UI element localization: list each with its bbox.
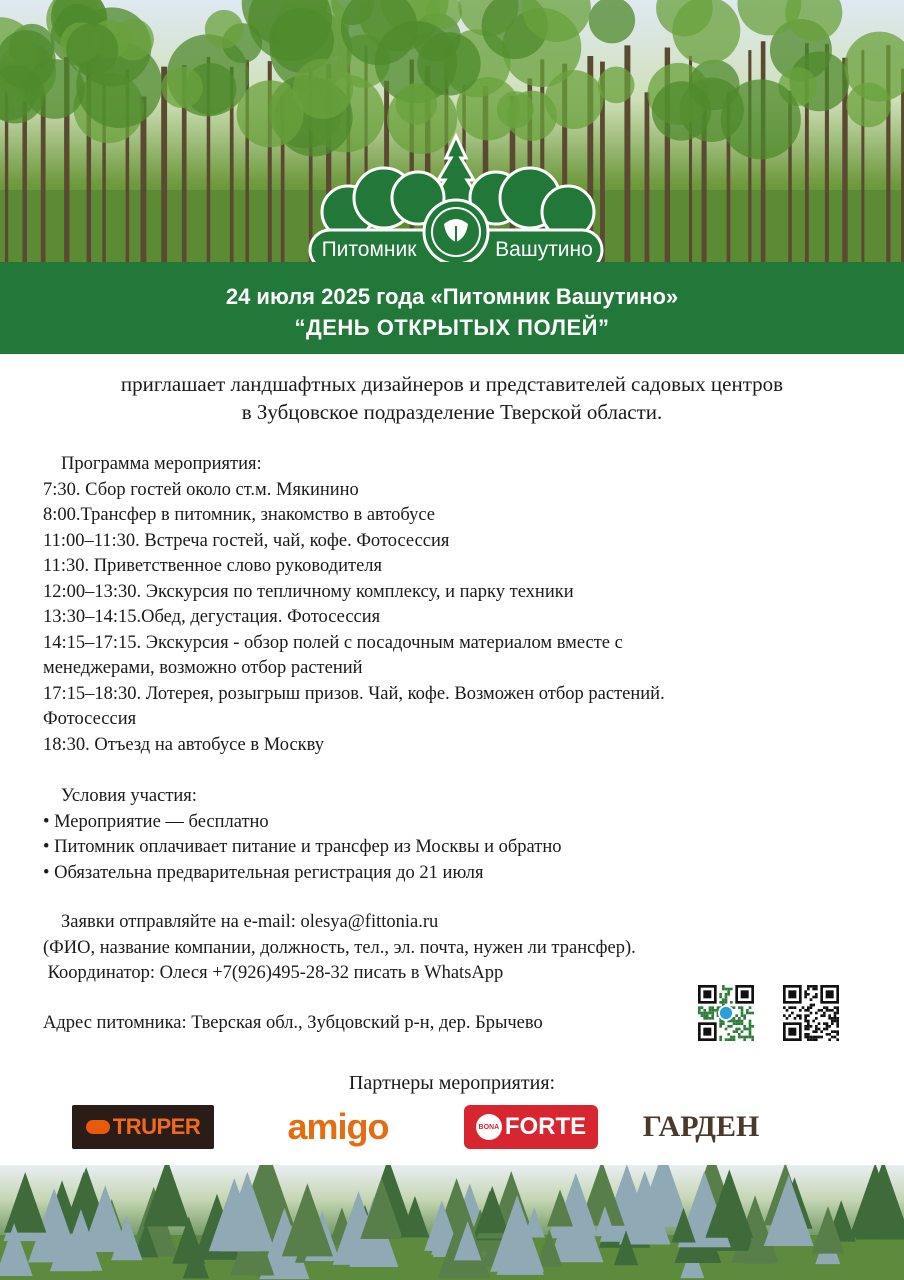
logo-name-left: Питомник — [321, 238, 417, 261]
event-banner — [0, 262, 904, 354]
partner-logo-truper — [72, 1105, 214, 1149]
partner-logo-garden — [640, 1105, 762, 1149]
condition-item: • Мероприятие — бесплатно — [43, 811, 269, 832]
logo-name-right: Вашутино — [495, 238, 593, 261]
event-title: “ДЕНЬ ОТКРЫТЫХ ПОЛЕЙ” — [294, 315, 610, 340]
footer-photo — [0, 1165, 904, 1280]
conditions-heading: Условия участия: — [61, 786, 197, 806]
coordinator-line: Координатор: Олеся +7(926)495-28-32 писать в WhatsApp — [43, 963, 504, 983]
amigo-wordmark: amigo — [287, 1106, 389, 1147]
program-line: 13:30–14:15.Обед, дегустация. Фотосессия — [43, 607, 381, 627]
invitation-line-1: приглашает ландшафтных дизайнеров и представителей садовых центров — [120, 372, 784, 396]
conditions-section — [43, 784, 873, 886]
forte-wordmark: FORTE — [504, 1113, 587, 1140]
spruce-field-illustration — [0, 1165, 904, 1280]
qr-code-telegram-icon[interactable] — [698, 985, 754, 1041]
partner-logo-bona-forte — [464, 1105, 598, 1149]
contacts-section — [43, 910, 873, 987]
partners-heading: Партнеры мероприятия: — [348, 1072, 556, 1094]
program-line: 8:00.Трансфер в питомник, знакомство в автобусе — [43, 505, 436, 525]
garden-wordmark: ГАРДЕН — [642, 1110, 760, 1143]
condition-item: • Обязательна предварительная регистрация до 21 июля — [43, 862, 484, 883]
program-section — [43, 452, 873, 758]
truper-mark-icon — [86, 1120, 110, 1134]
program-line: менеджерами, возможно отбор растений — [43, 658, 363, 678]
program-line: 11:00–11:30. Встреча гостей, чай, кофе. Фотосессия — [43, 530, 450, 551]
program-heading: Программа мероприятия: — [61, 454, 262, 474]
partner-logo-amigo — [268, 1105, 408, 1149]
truper-wordmark: TRUPER — [112, 1114, 201, 1139]
event-date: 24 июля 2025 года «Питомник Вашутино» — [225, 284, 679, 309]
program-line: 18:30. Отъезд на автобусе в Москву — [43, 734, 325, 755]
bona-badge: BONA — [476, 1114, 502, 1140]
nursery-logo — [306, 132, 606, 274]
condition-item: • Питомник оплачивает питание и трансфер из Москвы и обратно — [43, 837, 562, 857]
invitation-text — [0, 370, 904, 426]
contact-details-line: (ФИО, название компании, должность, тел., эл. почта, нужен ли трансфер). — [43, 937, 636, 958]
nursery-address: Адрес питомника: Тверская обл., Зубцовский р-н, дер. Брычево — [43, 1013, 543, 1033]
program-line: 14:15–17:15. Экскурсия - обзор полей с посадочным материалом вместе с — [43, 632, 623, 653]
qr-code-icon[interactable] — [783, 985, 839, 1041]
program-line: 11:30. Приветственное слово руководителя — [43, 556, 383, 576]
program-line: 17:15–18:30. Лотерея, розыгрыш призов. Чай, кофе. Возможен отбор растений. — [43, 683, 665, 704]
program-line: Фотосессия — [43, 709, 137, 729]
program-line: 12:00–13:30. Экскурсия по тепличному комплексу, и парку техники — [43, 581, 574, 602]
invitation-line-2: в Зубцовское подразделение Тверской области. — [241, 400, 663, 424]
program-line: 7:30. Сбор гостей около ст.м. Мякинино — [43, 479, 359, 500]
contact-email-line: Заявки отправляйте на e-mail: olesya@fittonia.ru — [61, 912, 439, 932]
